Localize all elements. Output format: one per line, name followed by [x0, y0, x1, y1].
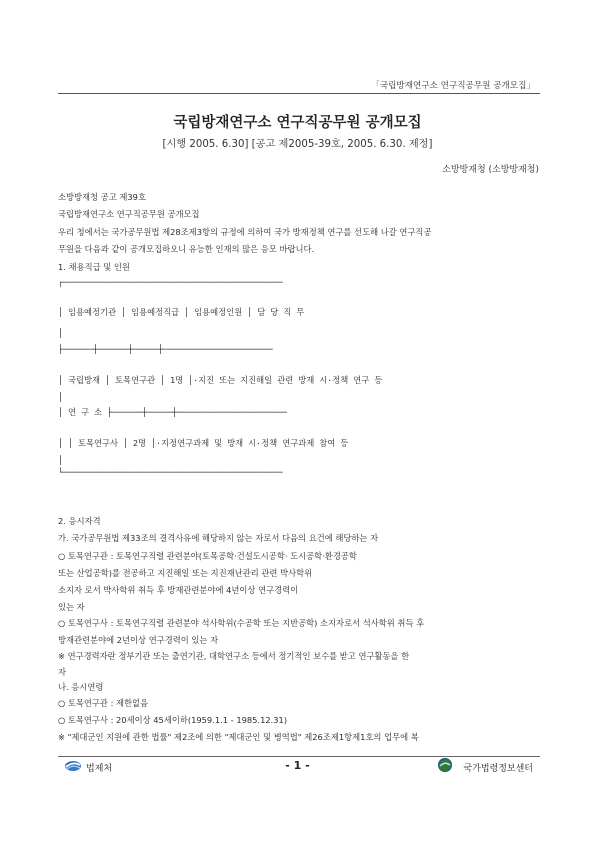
agency-label: 소방방재청 (소방방재청)	[442, 165, 539, 175]
qualification-line: 방재관련분야에 2년이상 연구경력이 있는 자	[58, 635, 219, 645]
qualification-line: 자	[58, 667, 67, 677]
page-number: - 1 -	[285, 759, 310, 772]
qualification-line: 2. 응시자격	[58, 516, 101, 526]
page-title: 국립방재연구소 연구직공무원 공개모집	[173, 115, 422, 131]
qualification-line: ○ 토목연구사 : 20세이상 45세이하(1959.1.1 - 1985.12.31)	[58, 715, 288, 725]
table-line: │ 국립방재 │ 토목연구관 │ 1명 │·지진 또는 지진해일 관련 방재 시·정책 연구 등	[58, 375, 383, 385]
qualification-line: ※ "제대군인 지원에 관한 법률" 제2조에 의한 "제대군인 및 병역법" 제26조제1항제1호의 업무에 복	[58, 732, 419, 742]
body-line: 국립방재연구소 연구직공무원 공개모집	[58, 209, 200, 219]
qualification-line: 또는 산업공학)를 전공하고 지진해일 또는 지진재난관리 관련 박사학위	[58, 568, 313, 578]
table-line: ┌────────────────────────────────────────────	[58, 277, 283, 287]
table-line: │	[58, 455, 63, 465]
qualification-line: ○ 토목연구사 : 토목연구직렬 관련분야 석사학위(수공학 또는 지반공학) 소지자로서 석사학위 취득 후	[58, 618, 425, 628]
qualification-line: 가. 국가공무원법 제33조의 결격사유에 해당하지 않는 자로서 다음의 요건에 해당하는 자	[58, 533, 379, 543]
law-center-logo-icon	[438, 758, 452, 772]
body-line: 우리 청에서는 국가공무원법 제28조제3항의 규정에 의하여 국가 방재정책 연구를 선도해 나갈 연구직공	[58, 227, 432, 237]
qualification-line: ○ 토목연구관 : 토목연구직렬 관련분야(토목공학·건설도시공학· 도시공학·환경공학	[58, 551, 357, 561]
table-line: │ 임용예정기관 │ 임용예정직급 │ 임용예정인원 │ 담 당 직 무	[58, 307, 305, 317]
enactment-notice: [시행 2005. 6.30] [공고 제2005-39호, 2005. 6.30. 제정]	[162, 139, 433, 150]
qualification-line: ○ 토목연구관 : 제한없음	[58, 698, 149, 708]
table-line: │ 연 구 소 ├──────┼─────┼──────────────────────	[58, 407, 287, 417]
table-line: │	[58, 392, 63, 402]
body-line: 소방방재청 공고 제39호	[58, 192, 146, 202]
table-line: │ │ 토목연구사 │ 2명 │·지정연구과제 및 방재 시·정책 연구과제 참여 등	[58, 438, 349, 448]
qualification-line: 있는 자	[58, 602, 85, 612]
footer-law-center-label: 국가법령정보센터	[463, 764, 533, 774]
table-line: │	[58, 328, 63, 338]
footer-moleg-label: 법제처	[86, 764, 113, 774]
qualification-line: ※ 연구경력자란 정부기관 또는 출연기관, 대학연구소 등에서 정기적인 보수를 받고 연구활동을 한	[58, 651, 410, 661]
qualification-line: 나. 응시연령	[58, 682, 104, 692]
header-tag: 「국립방재연구소 연구직공무원 공개모집」	[371, 81, 535, 91]
header-rule	[58, 93, 540, 94]
body-line: 무원을 다음과 같이 공개모집하오니 유능한 인재의 많은 응모 바랍니다.	[58, 244, 315, 254]
table-line: └────────────────────────────────────────────	[58, 467, 283, 477]
qualification-line: 소지자 로서 박사학위 취득 후 방재관련분야에 4년이상 연구경력이	[58, 585, 299, 595]
table-line: ├──────┼──────┼─────┼──────────────────────	[58, 344, 273, 354]
footer-rule	[58, 756, 540, 757]
body-line: 1. 채용직급 및 인원	[58, 262, 130, 272]
